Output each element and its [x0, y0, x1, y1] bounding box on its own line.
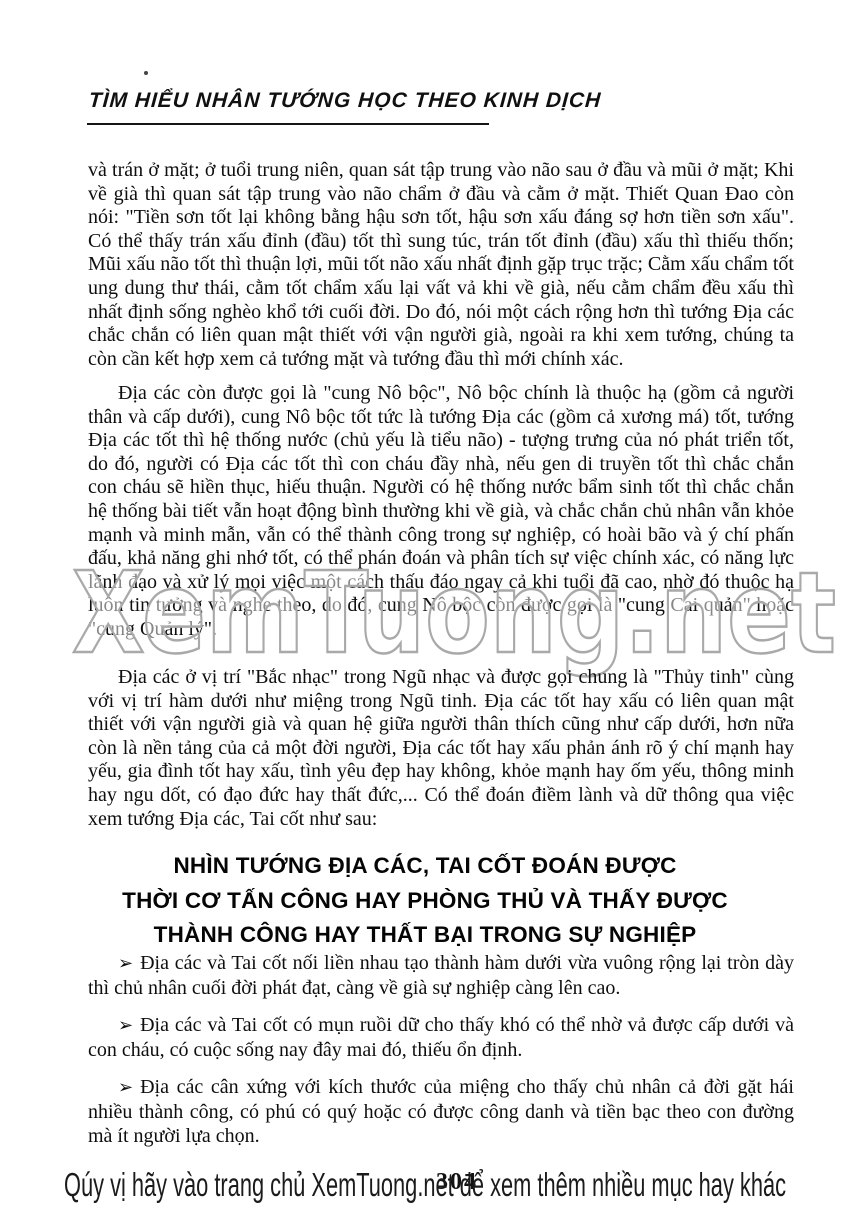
bullet-list: [88, 951, 794, 1161]
paragraph-3: Địa các ở vị trí "Bắc nhạc" trong Ngũ nhạc và được gọi chung là "Thủy tinh" cùng với vị trí hàm dưới như miệng trong Ngũ tinh. Địa các tốt hay xấu có liên quan mật thiết với vận người già và quan hệ giữa người thân thích cũng như cấp dưới, hơn nữa còn là nền tảng của cả một đời người, Địa các tốt hay xấu phản ánh rõ ý chí mạnh hay yếu, gia đình tốt hay xấu, tình yêu đẹp hay không, khỏe mạnh hay ốm yếu, thông minh hay ngu dốt, có đạo đức hay thất đức,... Có thể đoán điềm lành và dữ thông qua việc xem tướng Địa các, Tai cốt như sau:: [88, 666, 794, 830]
watermark-text: XemTuong.net: [72, 549, 836, 679]
bullet-item-3: [88, 1075, 794, 1148]
arrow-bullet-icon: ➢: [118, 953, 134, 974]
section-heading: [72, 849, 778, 953]
bullet-text: Địa các cân xứng với kích thước của miệng cho thấy chủ nhân cả đời gặt hái nhiều thành công, có phú có quý hoặc có được công danh và tiền bạc theo con đường mà ít người lựa chọn.: [88, 1076, 794, 1147]
section-heading-line-3: THÀNH CÔNG HAY THẤT BẠI TRONG SỰ NGHIỆP: [153, 922, 697, 947]
page-header-title: TÌM HIỂU NHÂN TƯỚNG HỌC THEO KINH DỊCH: [88, 89, 603, 112]
footer-note: Qúy vị hãy vào trang chủ XemTuong.net để xem thêm nhiều mục hay khác: [64, 1166, 786, 1203]
section-heading-line-2: THỜI CƠ TẤN CÔNG HAY PHÒNG THỦ VÀ THẤY ĐƯỢC: [122, 887, 728, 913]
arrow-bullet-icon: ➢: [118, 1015, 134, 1036]
arrow-bullet-icon: ➢: [118, 1077, 134, 1098]
print-artifact-dot: [144, 71, 148, 75]
section-heading-line-1: NHÌN TƯỚNG ĐỊA CÁC, TAI CỐT ĐOÁN ĐƯỢC: [173, 853, 677, 878]
bullet-text: Địa các và Tai cốt có mụn ruồi dữ cho thấy khó có thể nhờ vả được cấp dưới và con cháu, có cuộc sống nay đây mai đó, thiếu ổn định.: [88, 1014, 794, 1061]
paragraph-2: Địa các còn được gọi là "cung Nô bộc", Nô bộc chính là thuộc hạ (gồm cả người thân và cấp dưới), cung Nô bộc tốt tức là tướng Địa các (gồm cả xương má) tốt, tướng Địa các tốt thì hệ thống nước (chủ yếu là tiểu não) - tượng trưng của nó phát triển tốt, do đó, người có Địa các tốt thì con cháu đầy nhà, nếu gen di truyền tốt thì chắc chắn con cháu sẽ hiền thục, hiếu thuận. Người có hệ thống nước bẩm sinh tốt thì chắc chắn hệ thống bài tiết vẫn hoạt động bình thường khi về già, và chắc chắn chủ nhân vẫn khỏe mạnh và minh mẫn, vẫn có thể thành công trong sự nghiệp, có hoài bão và ý chí phấn đấu, khả năng ghi nhớ tốt, có thể phán đoán và phân tích sự việc chính xác, có năng lực lãnh đạo và xử lý mọi việc một cách thấu đáo ngay cả khi tuổi đã cao, nhờ đó thuộc hạ luôn tin tưởng và nghe theo, do đó, cung Nô bộc còn được gọi là "cung Cai quản" hoặc "cung Quản lý".: [88, 382, 794, 640]
paragraph-1: và trán ở mặt; ở tuổi trung niên, quan sát tập trung vào não sau ở đầu và mũi ở mặt; Khi về già thì quan sát tập trung vào não chẩm ở đầu và cằm ở mặt. Thiết Quan Đao còn nói: "Tiền sơn tốt lại không bằng hậu sơn tốt, hậu sơn xấu đáng sợ hơn tiền sơn xấu". Có thể thấy trán xấu đỉnh (đầu) tốt thì sung túc, trán tốt đỉnh (đầu) xấu thì thiếu thốn; Mũi xấu não tốt thì thuận lợi, mũi tốt não xấu nhất định gặp trục trặc; Cằm xấu chẩm tốt ung dung thư thái, cằm tốt chẩm xấu lại vất vả khi về già, nếu cằm chẩm đều xấu thì nhất định sống nghèo khổ tới cuối đời. Do đó, nói một cách rộng hơn thì tướng Địa các chắc chắn có liên quan mật thiết với vận người già, ngoài ra khi xem tướng, chúng ta còn cần kết hợp xem cả tướng mặt và tướng đầu thì mới chính xác.: [88, 159, 794, 370]
bullet-text: Địa các và Tai cốt nối liền nhau tạo thành hàm dưới vừa vuông rộng lại tròn dày thì chủ nhân cuối đời phát đạt, càng về già sự nghiệp càng lên cao.: [88, 952, 794, 999]
page-number: 304: [436, 1169, 478, 1195]
footer-banner: [0, 1158, 850, 1212]
bullet-item-2: [88, 1013, 794, 1062]
title-underline: [87, 123, 489, 125]
bullet-item-1: [88, 951, 794, 1000]
